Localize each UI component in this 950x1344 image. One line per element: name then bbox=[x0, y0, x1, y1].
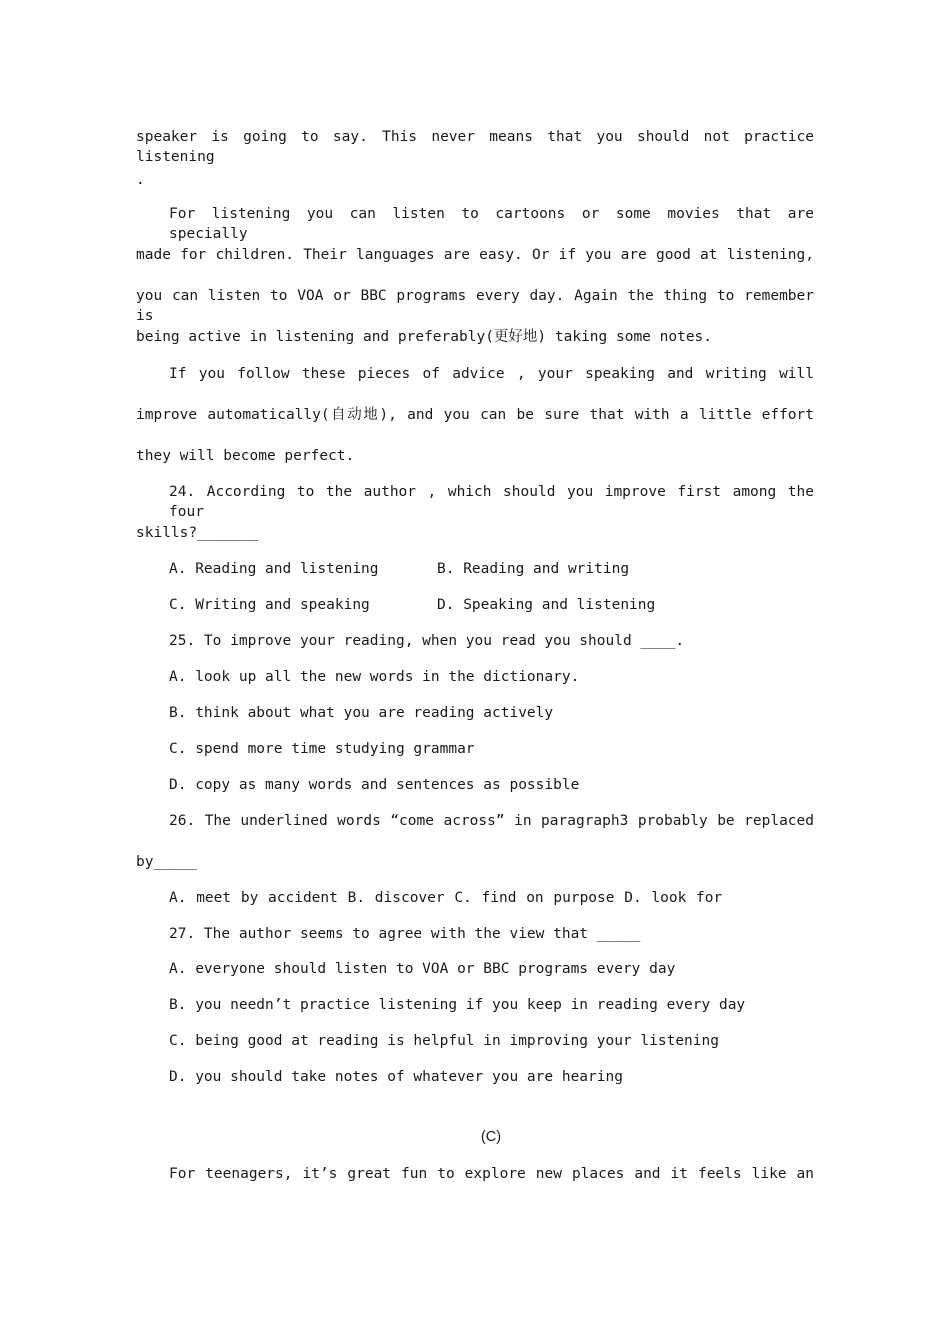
section-heading: (C) bbox=[480, 1129, 502, 1145]
option-27-a: A. everyone should listen to VOA or BBC programs every day bbox=[169, 961, 676, 977]
option-25-a: A. look up all the new words in the dictionary. bbox=[169, 669, 580, 685]
question-26: 26. The underlined words “come across” in paragraph3 probably be replaced bbox=[169, 813, 814, 829]
option-24-d: D. Speaking and listening bbox=[437, 597, 656, 613]
option-27-d: D. you should take notes of whatever you are hearing bbox=[169, 1069, 623, 1085]
option-24-a: A. Reading and listening bbox=[169, 561, 379, 577]
paragraph-line: For listening you can listen to cartoons or some movies that are specially bbox=[169, 206, 814, 242]
paragraph-line: they will become perfect. bbox=[136, 448, 355, 464]
option-27-b: B. you needn’t practice listening if you keep in reading every day bbox=[169, 997, 746, 1013]
paragraph-line: For teenagers, it’s great fun to explore new places and it feels like an bbox=[169, 1166, 814, 1182]
paragraph-line: being active in listening and preferably(更好地) taking some notes. bbox=[136, 329, 713, 345]
option-24-b: B. Reading and writing bbox=[437, 561, 630, 577]
option-25-b: B. think about what you are reading actively bbox=[169, 705, 554, 721]
question-24: 24. According to the author , which should you improve first among the four bbox=[169, 484, 814, 520]
paragraph-line: made for children. Their languages are easy. Or if you are good at listening, bbox=[136, 247, 814, 263]
options-26: A. meet by accident B. discover C. find on purpose D. look for bbox=[169, 890, 723, 906]
paragraph-line: . bbox=[136, 172, 145, 188]
option-25-c: C. spend more time studying grammar bbox=[169, 741, 475, 757]
question-27: 27. The author seems to agree with the view that _____ bbox=[169, 926, 641, 942]
paragraph-line: speaker is going to say. This never means that you should not practice listening bbox=[136, 129, 814, 165]
option-27-c: C. being good at reading is helpful in improving your listening bbox=[169, 1033, 719, 1049]
question-25: 25. To improve your reading, when you read you should ____. bbox=[169, 633, 685, 649]
option-25-d: D. copy as many words and sentences as possible bbox=[169, 777, 580, 793]
paragraph-line: improve automatically(自动地), and you can be sure that with a little effort bbox=[136, 407, 814, 423]
paragraph-line: If you follow these pieces of advice , your speaking and writing will bbox=[169, 366, 814, 382]
option-24-c: C. Writing and speaking bbox=[169, 597, 370, 613]
paragraph-line: you can listen to VOA or BBC programs every day. Again the thing to remember is bbox=[136, 288, 814, 324]
question-26-blank: by_____ bbox=[136, 854, 198, 870]
question-24-blank: skills?_______ bbox=[136, 525, 259, 541]
